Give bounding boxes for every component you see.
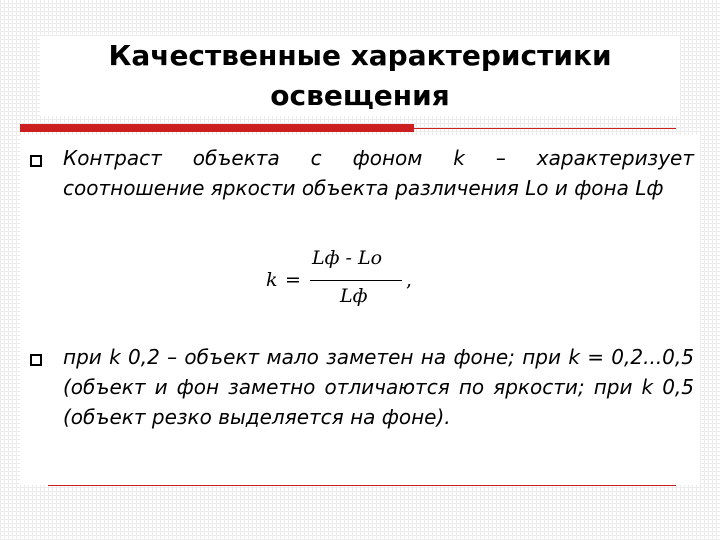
bullet-text: Контраст объекта с фоном k – характеризует соотношение яркости объекта различения Lо и фона Lф [63,146,694,200]
contrast-formula [266,247,426,317]
title-underline [20,124,676,136]
formula-numerator: Lф - Lо [312,247,383,269]
formula-equals: = [285,269,301,291]
bottom-divider [48,485,676,486]
title-underline-line [20,128,676,129]
square-bullet-icon [30,354,42,366]
formula-denominator: Lф [340,285,368,307]
fraction-bar [310,280,402,281]
formula-comma: , [406,269,413,291]
slide-title: Качественные характеристики освещения [40,36,680,116]
bullet-text: при k 0,2 – объект мало заметен на фоне; при k = 0,2...0,5 (объект и фон заметно отличаются по яркости; при k 0,5 (объект резко выделяется на фоне). [63,345,694,429]
formula-lhs: k [266,269,278,291]
square-bullet-icon [30,155,42,167]
